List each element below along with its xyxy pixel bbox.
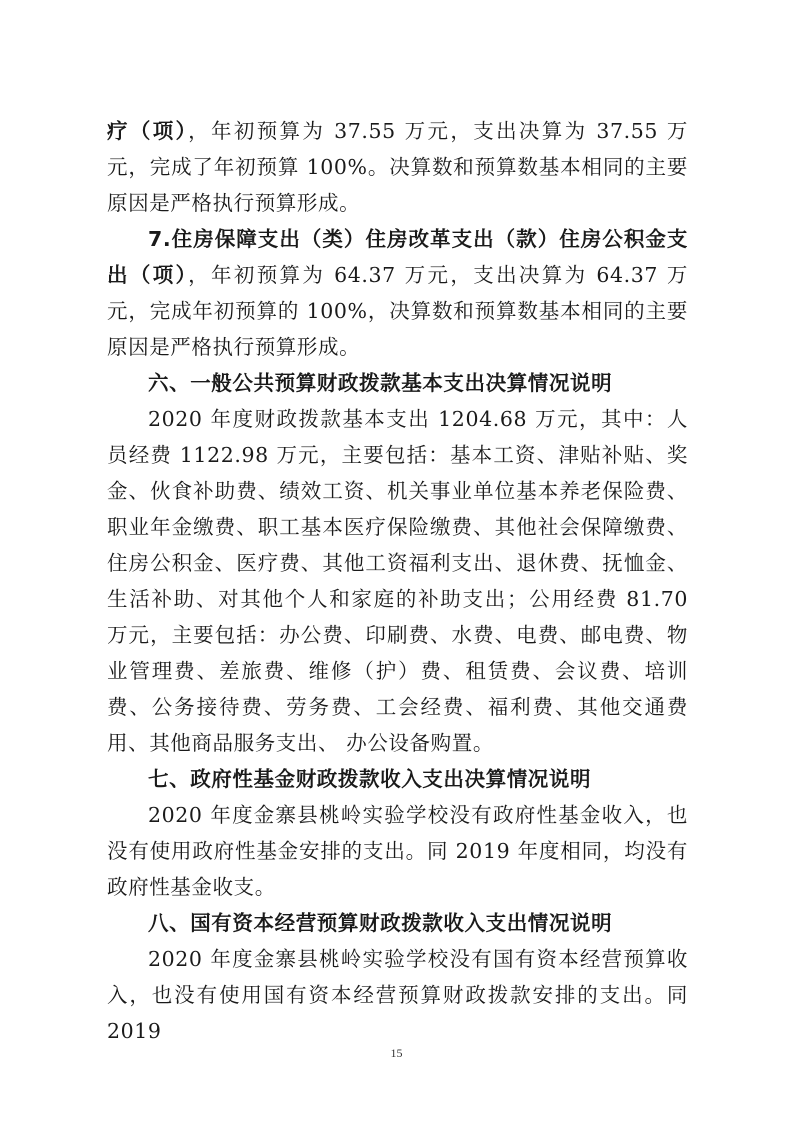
section-heading-7: 七、政府性基金财政拨款收入支出决算情况说明 — [148, 767, 592, 791]
section-heading-6: 六、一般公共预算财政拨款基本支出决算情况说明 — [148, 371, 613, 395]
item-heading: 7.住房保障支出（类）住房改革支出（款）住房公积金支出（项） — [107, 227, 688, 287]
paragraph-government-fund: 2020 年度金寨县桃岭实验学校没有政府性基金收入，也没有使用政府性基金安排的支出。同 2019 年度相同，均没有政府性基金收支。 — [107, 803, 688, 899]
paragraph-housing-fund-item — [107, 221, 688, 365]
paragraph-basic-expenditure: 2020 年度财政拨款基本支出 1204.68 万元，其中：人员经费 1122.98 万元，主要包括：基本工资、津贴补贴、奖金、伙食补助费、绩效工资、机关事业单位基本养老保险费、职业年金缴费、职工基本医疗保险缴费、其他社会保障缴费、住房公积金、医疗费、其他工资福利支出、退休费、抚恤金、生活补助、对其他个人和家庭的补助支出；公用经费 81.70 万元，主要包括：办公费、印刷费、水费、电费、邮电费、物业管理费、差旅费、维修（护）费、租赁费、会议费、培训费、公务接待费、劳务费、工会经费、福利费、其他交通费用、其他商品服务支出、 办公设备购置。 — [107, 407, 688, 755]
paragraph-text: ，年初预算为 64.37 万元，支出决算为 64.37 万元，完成年初预算的 100%，决算数和预算数基本相同的主要原因是严格执行预算形成。 — [107, 263, 688, 359]
document-body — [107, 113, 688, 1049]
paragraph-state-capital: 2020 年度金寨县桃岭实验学校没有国有资本经营预算收入，也没有使用国有资本经营预算财政拨款安排的支出。同 2019 — [107, 947, 688, 1043]
paragraph-text: ，年初预算为 37.55 万元，支出决算为 37.55 万元，完成了年初预算 100%。决算数和预算数基本相同的主要原因是严格执行预算形成。 — [107, 119, 688, 215]
item-heading: 疗（项） — [107, 119, 189, 143]
paragraph-medical-item — [107, 113, 688, 221]
section-heading-8: 八、国有资本经营预算财政拨款收入支出情况说明 — [148, 911, 613, 935]
page-number: 15 — [390, 1046, 403, 1060]
